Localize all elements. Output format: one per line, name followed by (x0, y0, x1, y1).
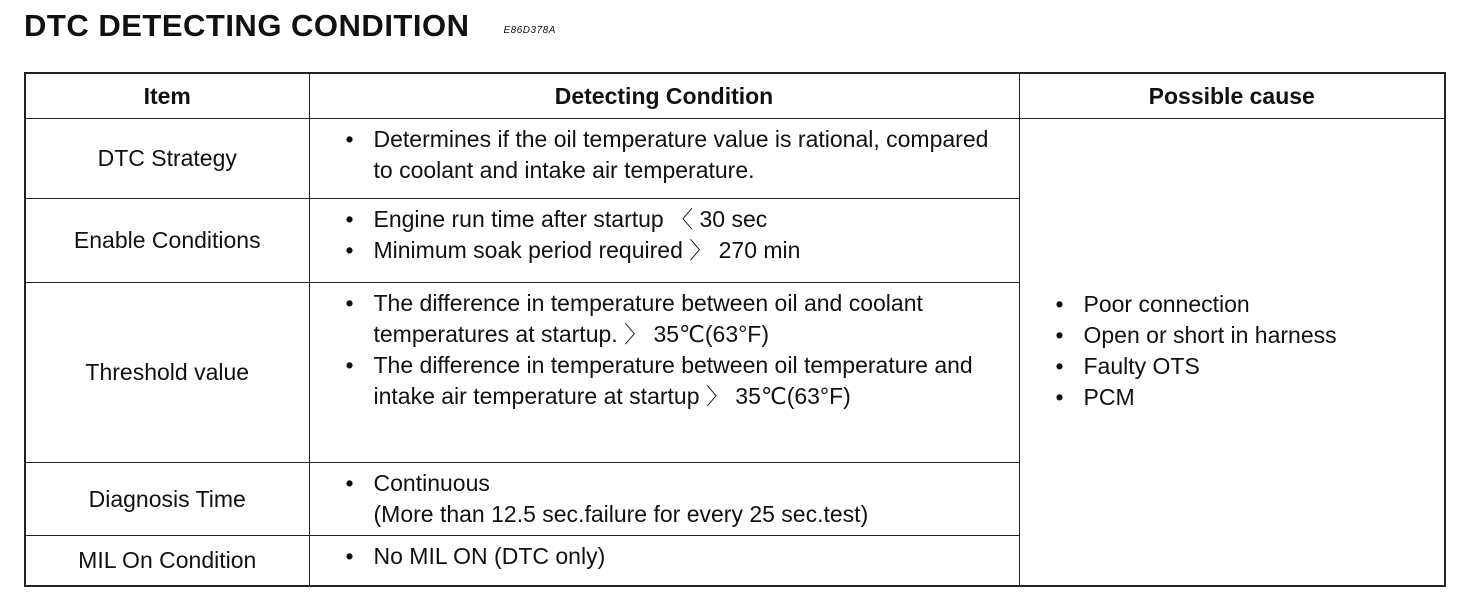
condition-bullet: • Engine run time after startup 〈 30 sec (344, 204, 1011, 235)
header-detecting-condition: Detecting Condition (309, 73, 1019, 119)
item-cell: Threshold value (25, 283, 309, 463)
dtc-condition-table (24, 72, 1446, 587)
item-cell: Diagnosis Time (25, 463, 309, 536)
table-row (25, 119, 1445, 199)
page-title: DTC DETECTING CONDITION (24, 8, 470, 43)
figure-code: E86D378A (503, 25, 556, 36)
condition-bullet: • Minimum soak period required 〉 270 min (344, 235, 1011, 266)
condition-bullet-text: • Continuous (373, 470, 490, 496)
condition-cell (309, 199, 1019, 283)
header-item: Item (25, 73, 309, 119)
cause-bullet: • Faulty OTS (1054, 351, 1444, 382)
table-header-row (25, 73, 1445, 119)
item-cell: Enable Conditions (25, 199, 309, 283)
title-row (24, 6, 556, 46)
condition-bullet: • No MIL ON (DTC only) (344, 541, 1011, 572)
condition-cell (309, 119, 1019, 199)
condition-cell (309, 463, 1019, 536)
condition-bullet: • The difference in temperature between oil temperature and intake air temperature at startup 〉 35℃(63°F) (344, 350, 1011, 412)
cause-bullet: • Open or short in harness (1054, 320, 1444, 351)
condition-cell (309, 536, 1019, 586)
header-possible-cause: Possible cause (1019, 73, 1445, 119)
condition-bullet: • Determines if the oil temperature value is rational, compared to coolant and intake air temperature. (344, 124, 1011, 186)
cause-bullet: • Poor connection (1054, 289, 1444, 320)
condition-bullet-extra: (More than 12.5 sec.failure for every 25 sec.test) (373, 501, 869, 527)
cause-bullet: • PCM (1054, 382, 1444, 413)
condition-bullet: • The difference in temperature between oil and coolant temperatures at startup. 〉 35℃(63°F) (344, 288, 1011, 350)
item-cell: MIL On Condition (25, 536, 309, 586)
item-cell: DTC Strategy (25, 119, 309, 199)
condition-bullet (344, 468, 1011, 530)
possible-cause-cell (1019, 119, 1445, 586)
condition-cell (309, 283, 1019, 463)
